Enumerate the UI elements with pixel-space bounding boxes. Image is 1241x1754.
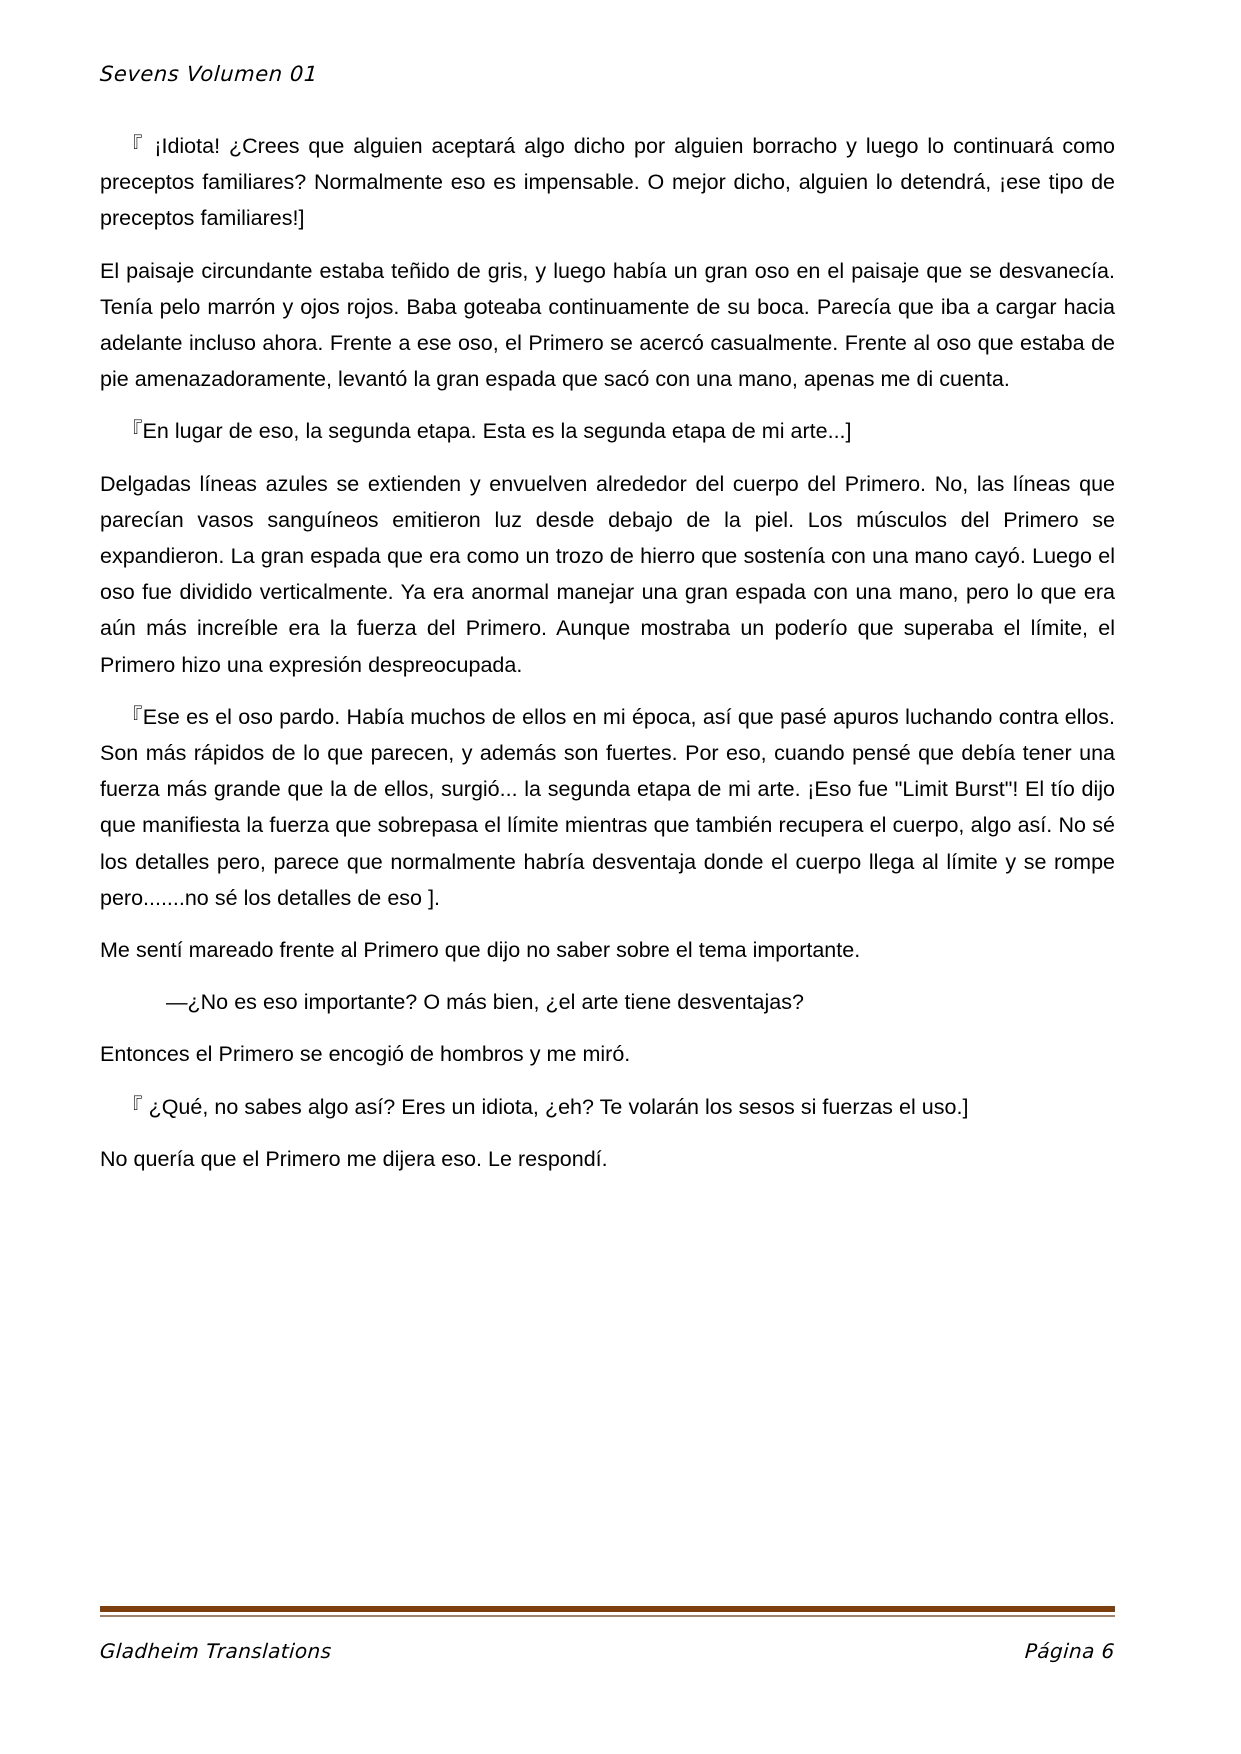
body-text-column	[100, 128, 1115, 1177]
body-paragraph: 『En lugar de eso, la segunda etapa. Esta es la segunda etapa de mi arte...]	[121, 419, 852, 444]
page-header	[100, 62, 1115, 102]
footer-page-number: Página 6	[1024, 1639, 1116, 1663]
body-paragraph: 『 ¡Idiota! ¿Crees que alguien aceptará algo dicho por alguien borracho y luego lo continuará como preceptos familiares? Normalmente eso es impensable. O mejor dicho, alguien lo detendrá, ¡ese tipo de preceptos familiares!]	[100, 134, 1115, 231]
body-paragraph: —¿No es eso importante? O más bien, ¿el arte tiene desventajas?	[166, 990, 804, 1015]
footer-rule-thin	[100, 1615, 1115, 1617]
body-paragraph: 『 ¿Qué, no sabes algo así? Eres un idiota, ¿eh? Te volarán los sesos si fuerzas el uso.]	[121, 1094, 969, 1119]
footer-translator-credit: Gladheim Translations	[99, 1639, 333, 1663]
body-paragraph: 『Ese es el oso pardo. Había muchos de ellos en mi época, así que pasé apuros luchando contra ellos. Son más rápidos de lo que parecen, y además son fuertes. Por eso, cuando pensé que debía tener una fuerza más grande que la de ellos, surgió... la segunda etapa de mi arte. ¡Eso fue "Limit Burst"! El tío dijo que manifiesta la fuerza que sobrepasa el límite mientras que también recupera el cuerpo, algo así. No sé los detalles pero, parece que normalmente habría desventaja donde el cuerpo llega al límite y se rompe pero.......no sé los detalles de eso ].	[100, 704, 1115, 910]
header-title: Sevens Volumen 01	[99, 62, 319, 86]
body-paragraph: Entonces el Primero se encogió de hombros y me miró.	[100, 1042, 631, 1067]
page-footer	[100, 1606, 1115, 1663]
body-paragraph: El paisaje circundante estaba teñido de gris, y luego había un gran oso en el paisaje que se desvanecía. Tenía pelo marrón y ojos rojos. Baba goteaba continuamente de su boca. Parecía que iba a cargar hacia adelante incluso ahora. Frente a ese oso, el Primero se acercó casualmente. Frente al oso que estaba de pie amenazadoramente, levantó la gran espada que sacó con una mano, apenas me di cuenta.	[100, 258, 1115, 392]
body-paragraph: Me sentí mareado frente al Primero que dijo no saber sobre el tema importante.	[100, 938, 861, 963]
footer-row	[100, 1639, 1115, 1663]
body-paragraph: Delgadas líneas azules se extienden y envuelven alrededor del cuerpo del Primero. No, las líneas que parecían vasos sanguíneos emitieron luz desde debajo de la piel. Los músculos del Primero se expandieron. La gran espada que era como un trozo de hierro que sostenía con una mano cayó. Luego el oso fue dividido verticalmente. Ya era anormal manejar una gran espada con una mano, pero lo que era aún más increíble era la fuerza del Primero. Aunque mostraba un poderío que superaba el límite, el Primero hizo una expresión despreocupada.	[100, 471, 1115, 677]
body-paragraph: No quería que el Primero me dijera eso. Le respondí.	[100, 1146, 608, 1171]
